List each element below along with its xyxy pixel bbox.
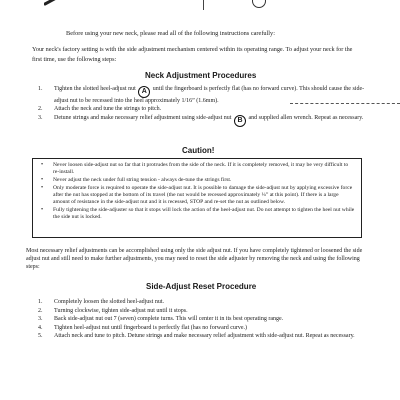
- neck-step: 1. Tighten the slotted heel-adjust nut A until the fingerboard is perfectly flat (has no forward curve). This should cause the side-adjust nut to be recessed into the heel approximately 1/16” (1.6mm).: [38, 86, 365, 104]
- marker-b-icon: B: [234, 115, 246, 127]
- allen-wrench-icon: [44, 0, 62, 6]
- marker-a-icon: A: [138, 86, 150, 98]
- reset-step: 1. Completely loosen the slotted heel-adjust nut.: [38, 299, 164, 305]
- caution-item: • Fully tightening the side-adjuster so that it stops will lock the action of the heel-adjust nut. Do not attempt to tighten the heel nut while the side nut is locked.: [39, 207, 355, 222]
- reset-steps: [38, 299, 368, 342]
- neck-adjustment-heading: Neck Adjustment Procedures: [145, 71, 257, 80]
- top-cropped-artwork: [0, 0, 400, 10]
- caution-item: • Never loosen side-adjust nut so far that it protrudes from the side of the neck. If it is completely removed, it may be very difficult to re-install.: [39, 162, 355, 177]
- caution-item: • Only moderate force is required to operate the side-adjust nut. It is possible to damage the side-adjust nut by applying excessive force after the nut has stopped at the bottom of its travel (the nut would be recessed approximately ¼” at this point). If there is a large amount of resistance in the side-adjust nut and it is recessed, STOP and re-set the nut as outlined below.: [39, 185, 355, 207]
- caution-box: [32, 158, 362, 238]
- reset-step: 4. Tighten heel-adjust nut until fingerboard is perfectly flat (has no forward curve.): [38, 324, 248, 331]
- relief-note-text: Most necessary relief adjustments can be accomplished using only the side adjust nut. If you have completely tightened or loosened the side adjust nut and still need to make further adjustments, you may need to reset the side adjuster by removing the neck and using the following steps:: [26, 248, 363, 270]
- neck-adjustment-steps: [38, 86, 368, 127]
- factory-setting-text: Your neck's factory setting is with the side adjustment mechanism centered within its operating range. To adjust your neck for the first time, use the following steps:: [32, 46, 353, 63]
- caution-heading: Caution!: [182, 146, 215, 155]
- intro-text: Before using your new neck, please read all of the following instructions carefully:: [66, 30, 275, 37]
- reset-step: 5. Attach neck and tune to pitch. Detune strings and make necessary relief adjustment with side-adjust nut. Repeat as necessary.: [38, 333, 355, 340]
- reset-step: 2. Turning clockwise, tighten side-adjust nut until it stops.: [38, 307, 188, 314]
- reset-procedure-heading: Side-Adjust Reset Procedure: [146, 282, 257, 291]
- circle-marker-icon: [252, 0, 266, 8]
- divider: [290, 103, 400, 104]
- neck-step: 3. Detune strings and make necessary relief adjustment using side-adjust nut B and supplied allen wrench. Repeat as necessary.: [38, 115, 368, 127]
- tick-mark: [203, 0, 204, 10]
- caution-item: • Never adjust the neck under full string tension - always de-tune the strings first.: [39, 177, 355, 184]
- neck-step: 2. Attach the neck and tune the strings to pitch.: [38, 106, 162, 113]
- reset-step: 3. Back side-adjust nut out 7 (seven) complete turns. This will center it in its best operating range.: [38, 316, 284, 323]
